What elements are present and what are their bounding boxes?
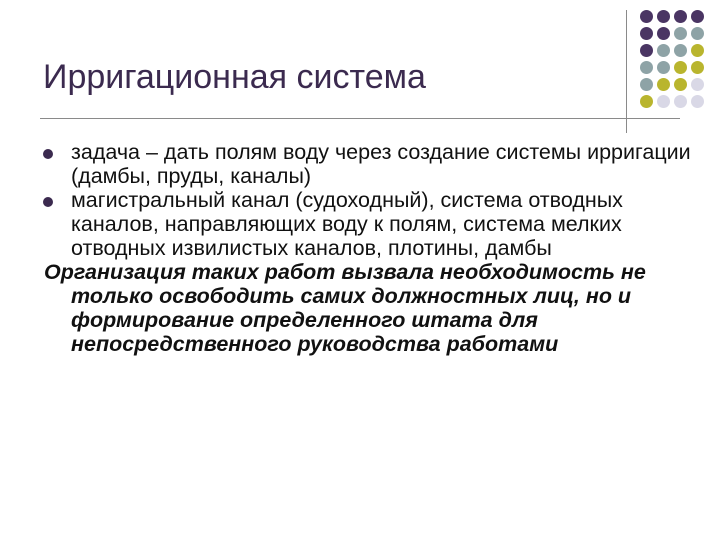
decorative-dot (640, 78, 653, 91)
decorative-dot (691, 78, 704, 91)
vertical-divider (626, 10, 627, 133)
decorative-dot (657, 10, 670, 23)
bullet-item (44, 188, 694, 260)
slide-body (44, 140, 694, 356)
decorative-dot (657, 27, 670, 40)
decorative-dot-grid (640, 10, 720, 120)
decorative-dot (674, 61, 687, 74)
bullet-item (44, 140, 694, 188)
decorative-dot (640, 61, 653, 74)
decorative-dot (691, 61, 704, 74)
decorative-dot (674, 27, 687, 40)
decorative-dot (657, 95, 670, 108)
title-divider (40, 118, 680, 119)
bullet-icon (43, 149, 53, 159)
decorative-dot (674, 95, 687, 108)
slide-title: Ирригационная система (43, 58, 426, 96)
decorative-dot (640, 27, 653, 40)
decorative-dot (674, 78, 687, 91)
decorative-dot (657, 78, 670, 91)
bullet-text: задача – дать полям воду через создание системы ирригации (дамбы, пруды, каналы) (71, 140, 691, 188)
decorative-dot (691, 95, 704, 108)
bullet-text: магистральный канал (судоходный), система отводных каналов, направляющих воду к полям, система мелких отводных извилистых каналов, плотины, дамбы (71, 188, 623, 260)
decorative-dot (674, 10, 687, 23)
bullet-icon (43, 197, 53, 207)
decorative-dot (657, 61, 670, 74)
decorative-dot (657, 44, 670, 57)
decorative-dot (674, 44, 687, 57)
decorative-dot (640, 95, 653, 108)
decorative-dot (640, 10, 653, 23)
decorative-dot (640, 44, 653, 57)
decorative-dot (691, 44, 704, 57)
decorative-dot (691, 10, 704, 23)
decorative-dot (691, 27, 704, 40)
emphasis-paragraph: Организация таких работ вызвала необходимость не только освободить самих должностных лиц, но и формирование определенного штата для непосредственного руководства работами (44, 260, 646, 356)
